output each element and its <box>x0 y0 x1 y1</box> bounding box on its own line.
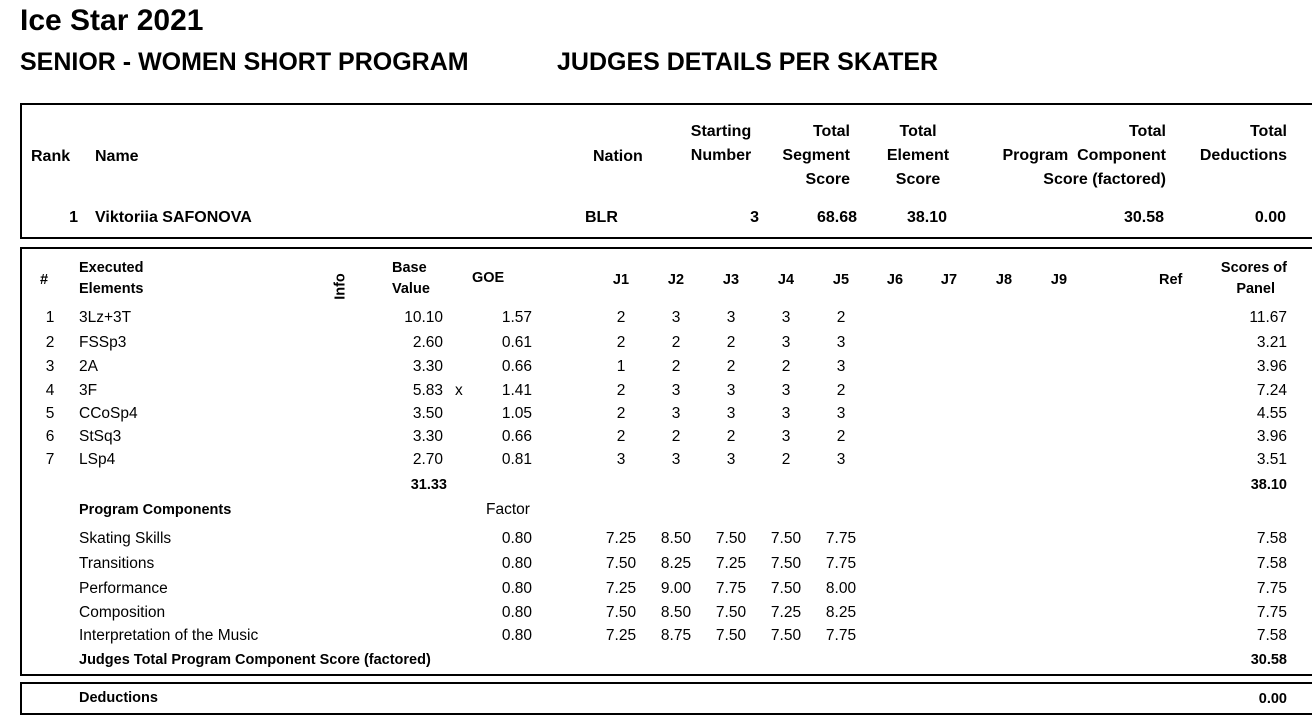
element-judge-score: 2 <box>616 334 626 351</box>
element-number: 5 <box>45 405 55 422</box>
scores-of-panel-header: Scores of Panel <box>1220 260 1287 297</box>
element-judge-score: 3 <box>781 428 791 445</box>
element-judge-score: 3 <box>781 309 791 326</box>
element-goe: 1.05 <box>501 405 532 422</box>
event-title: Ice Star 2021 <box>20 4 204 37</box>
component-judge-score: 7.50 <box>715 604 747 621</box>
skater-name: Viktoriia SAFONOVA <box>95 209 252 226</box>
elements-total-base: 31.33 <box>410 477 447 493</box>
component-factor: 0.80 <box>501 555 532 572</box>
element-goe: 0.66 <box>501 358 532 375</box>
element-judge-score: 2 <box>781 451 791 468</box>
component-panel-score: 7.58 <box>1256 530 1287 547</box>
component-judge-score: 7.75 <box>715 580 747 597</box>
deductions-label: Deductions <box>79 690 158 706</box>
element-judge-score: 2 <box>671 358 681 375</box>
total-deductions-header: Total Deductions <box>1199 123 1287 164</box>
deductions-value: 0.00 <box>1258 691 1287 707</box>
skater-total-element-score: 38.10 <box>906 209 947 226</box>
element-judge-score: 3 <box>726 309 736 326</box>
element-number-header: # <box>40 272 49 288</box>
element-number: 4 <box>45 382 55 399</box>
element-judge-score: 3 <box>671 451 681 468</box>
judge-header-3: J3 <box>722 272 740 288</box>
element-judge-score: 2 <box>726 334 736 351</box>
deductions-box <box>20 682 1312 715</box>
component-name: Performance <box>79 580 168 597</box>
element-panel-score: 3.96 <box>1256 428 1287 445</box>
judge-header-1: J1 <box>612 272 630 288</box>
element-panel-score: 3.51 <box>1256 451 1287 468</box>
rank-header: Rank <box>31 148 71 165</box>
element-number: 1 <box>45 309 55 326</box>
element-goe: 1.41 <box>501 382 532 399</box>
judge-header-5: J5 <box>832 272 850 288</box>
element-goe: 0.81 <box>501 451 532 468</box>
component-judge-score: 7.50 <box>605 604 637 621</box>
element-name: LSp4 <box>79 451 116 468</box>
component-judge-score: 7.50 <box>770 555 802 572</box>
element-panel-score: 3.96 <box>1256 358 1287 375</box>
element-judge-score: 3 <box>616 451 626 468</box>
element-judge-score: 3 <box>836 358 846 375</box>
component-judge-score: 7.75 <box>825 627 857 644</box>
pc-total-value: 30.58 <box>1250 652 1287 668</box>
component-judge-score: 8.25 <box>825 604 857 621</box>
judge-header-8: J8 <box>995 272 1013 288</box>
ref-header: Ref <box>1159 272 1183 288</box>
elements-total-panel: 38.10 <box>1250 477 1287 493</box>
element-goe: 0.66 <box>501 428 532 445</box>
element-judge-score: 3 <box>781 382 791 399</box>
element-judge-score: 2 <box>616 428 626 445</box>
skater-total-pcs: 30.58 <box>1123 209 1164 226</box>
component-judge-score: 8.50 <box>660 604 692 621</box>
element-panel-score: 7.24 <box>1256 382 1287 399</box>
component-judge-score: 7.25 <box>605 627 637 644</box>
component-judge-score: 8.50 <box>660 530 692 547</box>
component-judge-score: 7.50 <box>770 627 802 644</box>
element-judge-score: 3 <box>726 451 736 468</box>
judge-header-9: J9 <box>1050 272 1068 288</box>
element-base-value: 2.60 <box>412 334 443 351</box>
info-header: Info <box>332 273 349 300</box>
element-judge-score: 3 <box>671 405 681 422</box>
component-judge-score: 7.50 <box>770 530 802 547</box>
component-judge-score: 8.00 <box>825 580 857 597</box>
element-base-value: 3.30 <box>412 428 443 445</box>
element-name: 2A <box>79 358 98 375</box>
component-panel-score: 7.58 <box>1256 627 1287 644</box>
component-judge-score: 7.25 <box>715 555 747 572</box>
judge-header-2: J2 <box>667 272 685 288</box>
element-judge-score: 3 <box>781 405 791 422</box>
pc-total-label: Judges Total Program Component Score (factored) <box>79 652 431 668</box>
total-segment-score-header: Total Segment Score <box>782 123 850 188</box>
element-number: 6 <box>45 428 55 445</box>
report-title: JUDGES DETAILS PER SKATER <box>557 48 939 76</box>
element-judge-score: 3 <box>836 334 846 351</box>
component-factor: 0.80 <box>501 530 532 547</box>
component-judge-score: 7.50 <box>715 530 747 547</box>
nation-header: Nation <box>593 148 643 165</box>
element-judge-score: 3 <box>726 382 736 399</box>
factor-header: Factor <box>486 501 530 518</box>
element-judge-score: 2 <box>671 428 681 445</box>
judge-header-7: J7 <box>940 272 958 288</box>
component-factor: 0.80 <box>501 580 532 597</box>
component-judge-score: 7.75 <box>825 530 857 547</box>
element-number: 2 <box>45 334 55 351</box>
element-base-value: 3.30 <box>412 358 443 375</box>
element-judge-score: 3 <box>726 405 736 422</box>
component-judge-score: 7.25 <box>605 580 637 597</box>
judge-header-6: J6 <box>886 272 904 288</box>
component-judge-score: 7.25 <box>605 530 637 547</box>
goe-header: GOE <box>472 270 505 286</box>
element-judge-score: 1 <box>616 358 626 375</box>
element-name: StSq3 <box>79 428 122 445</box>
component-factor: 0.80 <box>501 627 532 644</box>
element-base-value: 10.10 <box>404 309 443 326</box>
judge-header-4: J4 <box>777 272 795 288</box>
element-number: 3 <box>45 358 55 375</box>
name-header: Name <box>95 148 139 165</box>
component-judge-score: 7.50 <box>715 627 747 644</box>
element-judge-score: 3 <box>671 382 681 399</box>
component-panel-score: 7.58 <box>1256 555 1287 572</box>
component-name: Transitions <box>79 555 155 572</box>
component-name: Interpretation of the Music <box>79 627 259 644</box>
element-name: FSSp3 <box>79 334 127 351</box>
component-judge-score: 8.75 <box>660 627 692 644</box>
element-judge-score: 2 <box>616 382 626 399</box>
element-judge-score: 2 <box>836 428 846 445</box>
element-name: CCoSp4 <box>79 405 138 422</box>
skater-nation: BLR <box>585 209 618 226</box>
component-factor: 0.80 <box>501 604 532 621</box>
element-base-value: 5.83 <box>412 382 443 399</box>
starting-number-header: Starting Number <box>690 123 752 164</box>
element-judge-score: 2 <box>616 405 626 422</box>
component-judge-score: 8.25 <box>660 555 692 572</box>
element-base-value: 2.70 <box>412 451 443 468</box>
element-judge-score: 3 <box>671 309 681 326</box>
segment-title: SENIOR - WOMEN SHORT PROGRAM <box>20 48 469 76</box>
element-judge-score: 3 <box>781 334 791 351</box>
skater-total-deductions: 0.00 <box>1254 209 1286 226</box>
base-value-header: Base Value <box>392 260 430 297</box>
element-judge-score: 2 <box>616 309 626 326</box>
component-judge-score: 7.50 <box>605 555 637 572</box>
element-judge-score: 2 <box>726 358 736 375</box>
element-info: x <box>455 382 463 399</box>
component-panel-score: 7.75 <box>1256 580 1287 597</box>
component-name: Skating Skills <box>79 530 172 547</box>
element-judge-score: 2 <box>671 334 681 351</box>
element-number: 7 <box>45 451 55 468</box>
skater-rank: 1 <box>69 209 78 226</box>
component-name: Composition <box>79 604 166 621</box>
element-panel-score: 11.67 <box>1249 309 1287 326</box>
element-judge-score: 3 <box>836 451 846 468</box>
element-judge-score: 2 <box>836 309 846 326</box>
element-judge-score: 2 <box>726 428 736 445</box>
component-judge-score: 9.00 <box>660 580 692 597</box>
element-goe: 1.57 <box>501 309 532 326</box>
element-base-value: 3.50 <box>412 405 443 422</box>
element-panel-score: 4.55 <box>1256 405 1287 422</box>
element-panel-score: 3.21 <box>1256 334 1287 351</box>
component-judge-score: 7.50 <box>770 580 802 597</box>
skater-starting-number: 3 <box>750 209 759 226</box>
element-name: 3Lz+3T <box>79 309 132 326</box>
element-judge-score: 3 <box>836 405 846 422</box>
executed-elements-header: Executed Elements <box>79 260 144 297</box>
element-goe: 0.61 <box>501 334 532 351</box>
program-components-header: Program Components <box>79 502 232 518</box>
element-judge-score: 2 <box>836 382 846 399</box>
total-element-score-header: Total Element Score <box>886 123 950 188</box>
component-judge-score: 7.75 <box>825 555 857 572</box>
component-panel-score: 7.75 <box>1256 604 1287 621</box>
total-program-component-header: Total Program Component Score (factored) <box>1002 123 1166 188</box>
component-judge-score: 7.25 <box>770 604 802 621</box>
skater-total-segment-score: 68.68 <box>816 209 857 226</box>
element-judge-score: 2 <box>781 358 791 375</box>
element-name: 3F <box>79 382 98 399</box>
